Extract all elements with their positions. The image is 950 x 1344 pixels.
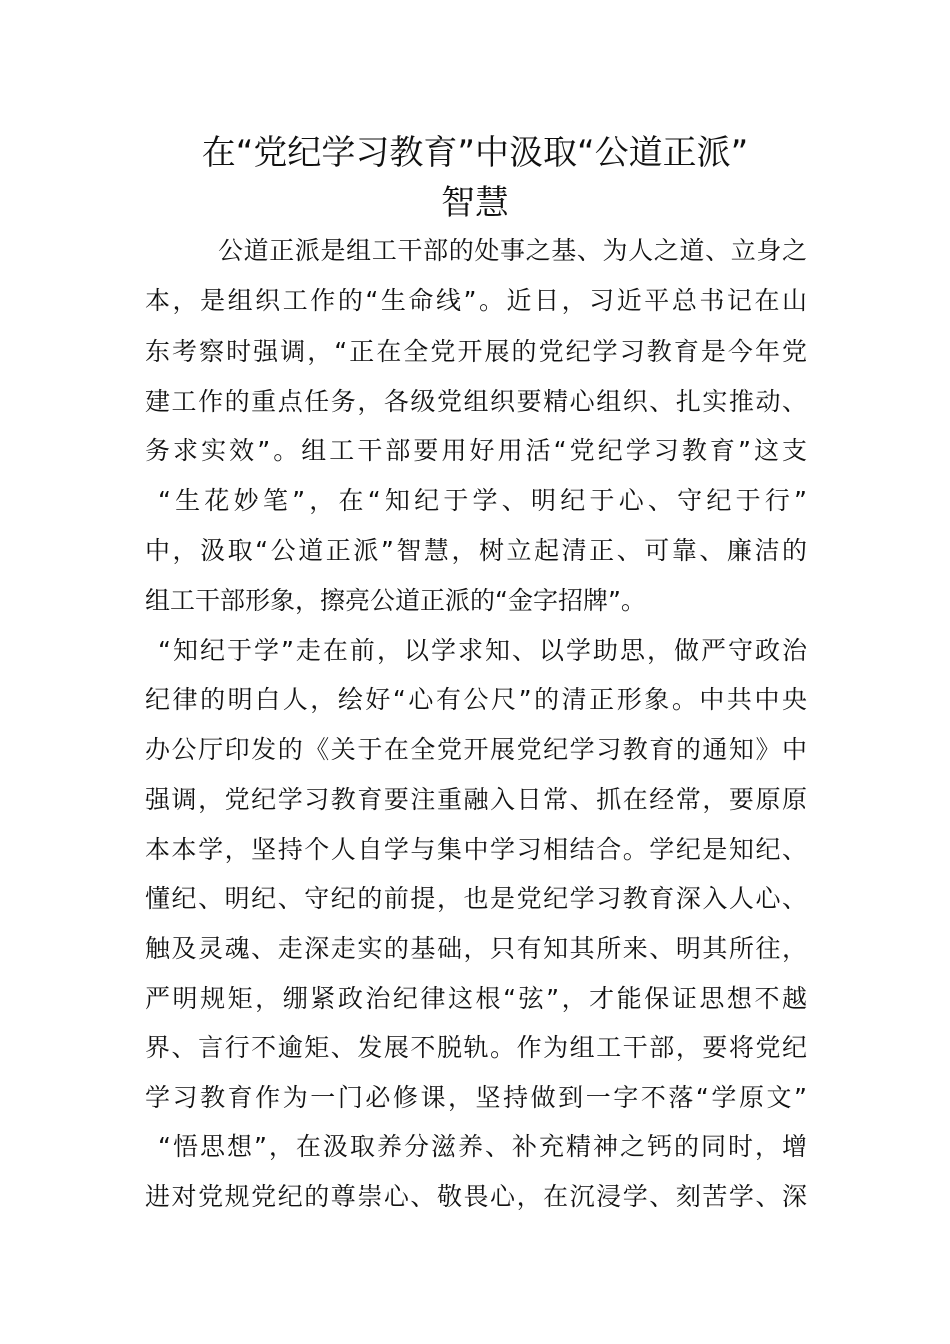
paragraph-2-line-11: “悟思想”，在汲取养分滋养、补充精神之钙的同时，增 xyxy=(158,1132,807,1161)
paragraph-2-line-12: 进对党规党纪的尊崇心、敬畏心，在沉浸学、刻苦学、深 xyxy=(145,1182,807,1211)
paragraph-1-line-3: 东考察时强调，“正在全党开展的党纪学习教育是今年党 xyxy=(145,337,807,366)
paragraph-2-line-10: 学习教育作为一门必修课，坚持做到一字不落“学原文” xyxy=(145,1083,807,1112)
paragraph-1-line-5: 务求实效”。组工干部要用好用活“党纪学习教育”这支 xyxy=(145,436,807,465)
paragraph-2-line-9: 界、言行不逾矩、发展不脱轨。作为组工干部，要将党纪 xyxy=(145,1033,807,1062)
paragraph-2-line-7: 触及灵魂、走深走实的基础，只有知其所来、明其所往， xyxy=(145,934,807,963)
paragraph-1-line-1: 公道正派是组工干部的处事之基、为人之道、立身之 xyxy=(218,236,807,265)
paragraph-2-line-6: 懂纪、明纪、守纪的前提，也是党纪学习教育深入人心、 xyxy=(145,884,807,913)
paragraph-2-line-4: 强调，党纪学习教育要注重融入日常、抓在经常，要原原 xyxy=(145,785,807,814)
paragraph-1-line-8: 组工干部形象，擦亮公道正派的“金字招牌”。 xyxy=(145,586,646,615)
document-title-line-1: 在“党纪学习教育”中汲取“公道正派” xyxy=(201,133,749,173)
paragraph-2-line-2: 纪律的明白人，绘好“心有公尺”的清正形象。中共中央 xyxy=(145,685,807,714)
paragraph-2-line-1: “知纪于学”走在前，以学求知、以学助思，做严守政治 xyxy=(158,636,807,665)
paragraph-2-line-5: 本本学，坚持个人自学与集中学习相结合。学纪是知纪、 xyxy=(145,835,807,864)
paragraph-1-line-6: “生花妙笔”，在“知纪于学、明纪于心、守纪于行” xyxy=(158,486,807,515)
paragraph-1-line-7: 中，汲取“公道正派”智慧，树立起清正、可靠、廉洁的 xyxy=(145,536,807,565)
paragraph-2-line-3: 办公厅印发的《关于在全党开展党纪学习教育的通知》中 xyxy=(145,735,807,764)
paragraph-2-line-8: 严明规矩，绷紧政治纪律这根“弦”，才能保证思想不越 xyxy=(145,984,807,1013)
document-title-line-2: 智慧 xyxy=(441,183,509,223)
paragraph-1-line-2: 本，是组织工作的“生命线”。近日，习近平总书记在山 xyxy=(145,286,807,315)
paragraph-1-line-4: 建工作的重点任务，各级党组织要精心组织、扎实推动、 xyxy=(145,387,807,416)
